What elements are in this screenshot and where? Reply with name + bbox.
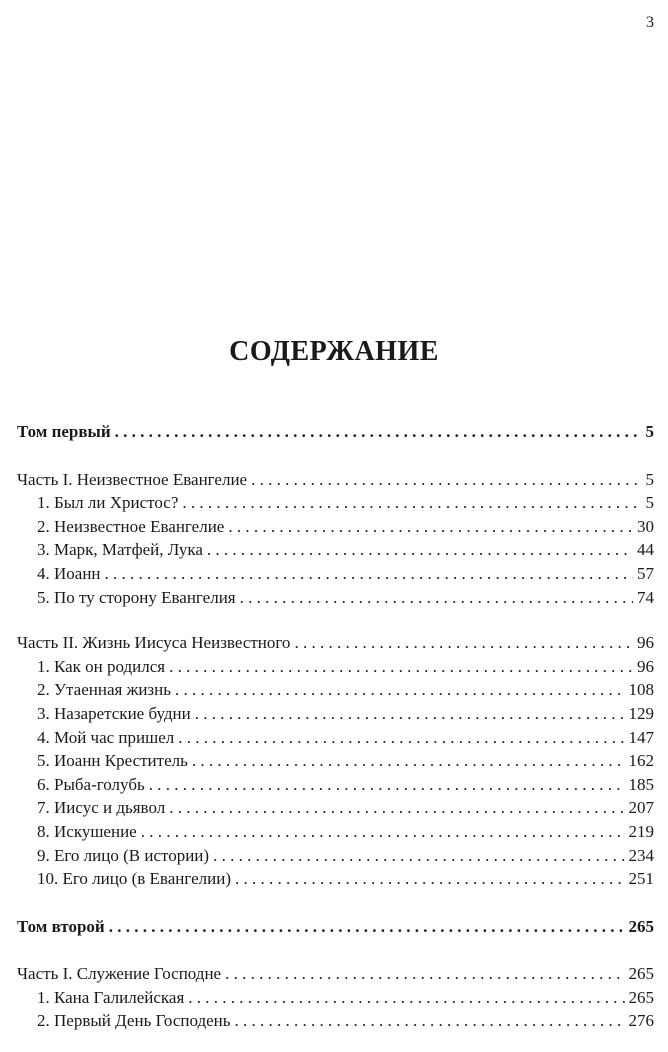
toc-part-1[interactable] bbox=[17, 468, 654, 492]
toc-chapter[interactable] bbox=[17, 986, 654, 1010]
dot-leader bbox=[169, 796, 624, 820]
dot-leader bbox=[175, 678, 625, 702]
toc-entry-page: 234 bbox=[628, 845, 654, 865]
toc-part-2[interactable] bbox=[17, 631, 654, 655]
toc-entry-label: 1. Был ли Христос? bbox=[37, 493, 179, 513]
toc-entry-label: 4. Мой час пришел bbox=[37, 727, 175, 747]
toc-entry-page: 265 bbox=[628, 964, 654, 984]
toc-entry-page: 219 bbox=[628, 821, 654, 841]
toc-entry-label: 1. Кана Галилейская bbox=[37, 987, 185, 1007]
toc-entry-label: 3. Марк, Матфей, Лука bbox=[37, 540, 203, 560]
toc-entry-page: 96 bbox=[637, 633, 654, 653]
toc-chapter[interactable] bbox=[17, 678, 654, 702]
toc-entry-label: Часть I. Неизвестное Евангелие bbox=[17, 469, 248, 489]
toc-entry-label: Часть II. Жизнь Иисуса Неизвестного bbox=[17, 633, 291, 653]
toc-entry-page: 207 bbox=[628, 798, 654, 818]
toc-entry-page: 276 bbox=[628, 1011, 654, 1031]
toc-entry-label: 10. Его лицо (в Евангелии) bbox=[37, 869, 232, 889]
toc-entry-label: Том второй bbox=[17, 916, 105, 936]
dot-leader bbox=[251, 468, 641, 492]
dot-leader bbox=[192, 749, 625, 773]
toc-part-1-vol-2[interactable] bbox=[17, 962, 654, 986]
toc-chapter[interactable] bbox=[17, 586, 654, 610]
dot-leader bbox=[178, 726, 624, 750]
toc-entry-label: 2. Утаенная жизнь bbox=[37, 680, 171, 700]
dot-leader bbox=[141, 820, 625, 844]
dot-leader bbox=[182, 491, 641, 515]
toc-entry-label: 7. Иисус и дьявол bbox=[37, 798, 166, 818]
dot-leader bbox=[235, 1009, 625, 1033]
dot-leader bbox=[207, 538, 633, 562]
toc-volume-1[interactable] bbox=[17, 420, 654, 444]
toc-entry-page: 44 bbox=[637, 540, 654, 560]
toc-entry-page: 108 bbox=[628, 680, 654, 700]
toc-entry-label: 8. Искушение bbox=[37, 821, 137, 841]
toc-entry-page: 30 bbox=[637, 516, 654, 536]
table-of-contents bbox=[17, 420, 654, 1033]
toc-chapter[interactable] bbox=[17, 702, 654, 726]
toc-chapter[interactable] bbox=[17, 820, 654, 844]
dot-leader bbox=[195, 702, 625, 726]
toc-volume-2[interactable] bbox=[17, 915, 654, 939]
toc-entry-label: 3. Назаретские будни bbox=[37, 703, 191, 723]
dot-leader bbox=[188, 986, 624, 1010]
toc-chapter[interactable] bbox=[17, 655, 654, 679]
dot-leader bbox=[169, 655, 633, 679]
dot-leader bbox=[109, 915, 625, 939]
toc-entry-page: 162 bbox=[628, 751, 654, 771]
toc-chapter[interactable] bbox=[17, 867, 654, 891]
toc-entry-page: 74 bbox=[637, 587, 654, 607]
toc-entry-label: 4. Иоанн bbox=[37, 563, 101, 583]
toc-entry-label: 2. Первый День Господень bbox=[37, 1011, 231, 1031]
toc-entry-page: 185 bbox=[628, 774, 654, 794]
toc-chapter[interactable] bbox=[17, 749, 654, 773]
toc-entry-page: 265 bbox=[628, 916, 654, 936]
toc-chapter[interactable] bbox=[17, 844, 654, 868]
dot-leader bbox=[213, 844, 624, 868]
toc-entry-label: 5. По ту сторону Евангелия bbox=[37, 587, 236, 607]
toc-entry-page: 5 bbox=[645, 422, 654, 441]
toc-entry-page: 265 bbox=[628, 987, 654, 1007]
toc-chapter[interactable] bbox=[17, 796, 654, 820]
toc-entry-page: 147 bbox=[628, 727, 654, 747]
toc-chapter[interactable] bbox=[17, 726, 654, 750]
toc-entry-page: 129 bbox=[628, 703, 654, 723]
dot-leader bbox=[294, 631, 633, 655]
toc-chapter[interactable] bbox=[17, 538, 654, 562]
dot-leader bbox=[115, 420, 642, 444]
toc-chapter[interactable] bbox=[17, 515, 654, 539]
toc-chapter[interactable] bbox=[17, 1009, 654, 1033]
toc-entry-label: 2. Неизвестное Евангелие bbox=[37, 516, 225, 536]
toc-entry-label: Том первый bbox=[17, 422, 111, 441]
toc-chapter[interactable] bbox=[17, 562, 654, 586]
dot-leader bbox=[149, 773, 625, 797]
toc-entry-label: 5. Иоанн Креститель bbox=[37, 751, 188, 771]
toc-entry-page: 251 bbox=[628, 869, 654, 889]
dot-leader bbox=[225, 962, 624, 986]
toc-entry-label: 6. Рыба-голубь bbox=[37, 774, 145, 794]
dot-leader bbox=[235, 867, 624, 891]
toc-chapter[interactable] bbox=[17, 773, 654, 797]
toc-entry-label: 1. Как он родился bbox=[37, 656, 166, 676]
dot-leader bbox=[240, 586, 633, 610]
toc-entry-page: 5 bbox=[645, 493, 654, 513]
toc-entry-page: 96 bbox=[637, 656, 654, 676]
page-number: 3 bbox=[646, 14, 654, 31]
dot-leader bbox=[228, 515, 633, 539]
toc-entry-label: Часть I. Служение Господне bbox=[17, 964, 222, 984]
page-title: СОДЕРЖАНИЕ bbox=[229, 336, 439, 367]
toc-entry-page: 57 bbox=[637, 563, 654, 583]
dot-leader bbox=[105, 562, 633, 586]
toc-chapter[interactable] bbox=[17, 491, 654, 515]
toc-entry-page: 5 bbox=[645, 469, 654, 489]
toc-entry-label: 9. Его лицо (В истории) bbox=[37, 845, 210, 865]
